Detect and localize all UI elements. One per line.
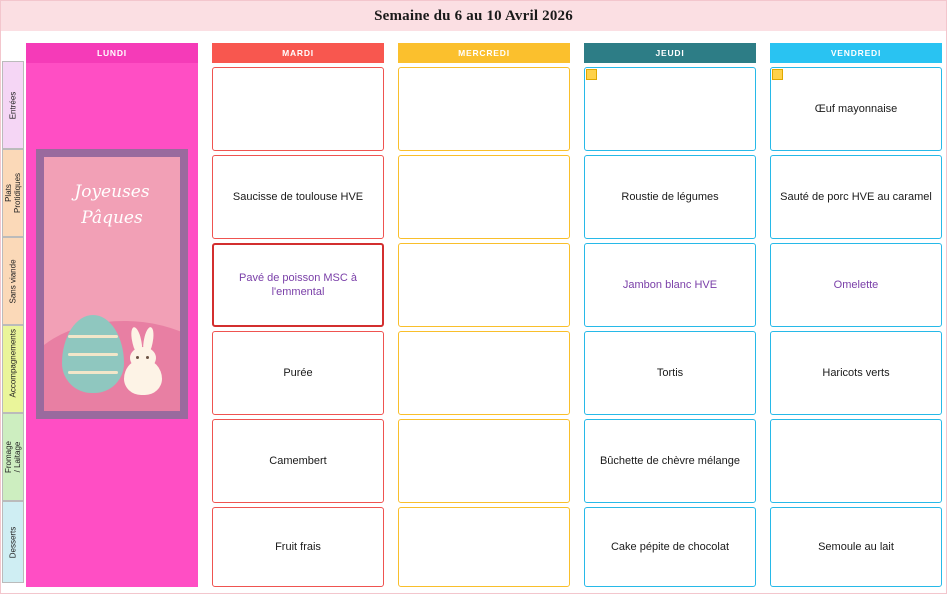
menu-cell-mardi-dessert[interactable]: Fruit frais (212, 507, 384, 587)
menu-cell-mardi-accompagnement[interactable]: Purée (212, 331, 384, 415)
easter-greeting (44, 179, 180, 231)
row-label-desserts: Desserts (2, 501, 24, 583)
day-header-mercredi: MERCREDI (398, 43, 570, 63)
page-title: Semaine du 6 au 10 Avril 2026 (374, 7, 573, 24)
bunny-icon (122, 335, 164, 395)
easter-greeting-line1: Joyeuses (74, 182, 150, 202)
day-header-vendredi: VENDREDI (770, 43, 942, 63)
day-header-jeudi: JEUDI (584, 43, 756, 63)
easter-illustration (36, 149, 188, 419)
menu-cell-mercredi-fromage[interactable] (398, 419, 570, 503)
menu-cell-mercredi-sans-viande[interactable] (398, 243, 570, 327)
note-marker-vendredi[interactable] (772, 69, 783, 80)
menu-cell-mercredi-entrees[interactable] (398, 67, 570, 151)
menu-cell-vendredi-entrees[interactable]: Œuf mayonnaise (770, 67, 942, 151)
row-label-entrees: Entrées (2, 61, 24, 149)
row-label-fromage-laitage: Fromage / Laitage (2, 413, 24, 501)
row-label-accompagnements: Accompagnements (2, 325, 24, 413)
day-header-lundi: LUNDI (26, 43, 198, 63)
menu-cell-jeudi-dessert[interactable]: Cake pépite de chocolat (584, 507, 756, 587)
menu-cell-mardi-entrees[interactable] (212, 67, 384, 151)
menu-cell-jeudi-plat[interactable]: Roustie de légumes (584, 155, 756, 239)
menu-cell-vendredi-accompagnement[interactable]: Haricots verts (770, 331, 942, 415)
menu-cell-jeudi-sans-viande[interactable]: Jambon blanc HVE (584, 243, 756, 327)
menu-cell-mercredi-plat[interactable] (398, 155, 570, 239)
menu-cell-vendredi-fromage[interactable] (770, 419, 942, 503)
menu-cell-vendredi-sans-viande[interactable]: Omelette (770, 243, 942, 327)
menu-cell-mardi-fromage[interactable]: Camembert (212, 419, 384, 503)
menu-cell-jeudi-entrees[interactable] (584, 67, 756, 151)
row-label-column (2, 61, 24, 583)
menu-cell-jeudi-accompagnement[interactable]: Tortis (584, 331, 756, 415)
menu-cell-mardi-plat[interactable]: Saucisse de toulouse HVE (212, 155, 384, 239)
menu-cell-vendredi-plat[interactable]: Sauté de porc HVE au caramel (770, 155, 942, 239)
row-label-plats-protidiques: Plats Protidiques (2, 149, 24, 237)
easter-greeting-line2: Pâques (81, 208, 143, 228)
menu-cell-mardi-sans-viande[interactable]: Pavé de poisson MSC à l'emmental (212, 243, 384, 327)
day-header-mardi: MARDI (212, 43, 384, 63)
menu-cell-vendredi-dessert[interactable]: Semoule au lait (770, 507, 942, 587)
menu-cell-jeudi-fromage[interactable]: Bûchette de chèvre mélange (584, 419, 756, 503)
page-title-bar (1, 1, 946, 31)
easter-illustration-inner (44, 157, 180, 411)
note-marker-jeudi[interactable] (586, 69, 597, 80)
menu-cell-mercredi-accompagnement[interactable] (398, 331, 570, 415)
row-label-sans-viande: Sans viande (2, 237, 24, 325)
menu-cell-mercredi-dessert[interactable] (398, 507, 570, 587)
lundi-illustration-block (26, 43, 198, 587)
menu-grid (26, 39, 944, 587)
